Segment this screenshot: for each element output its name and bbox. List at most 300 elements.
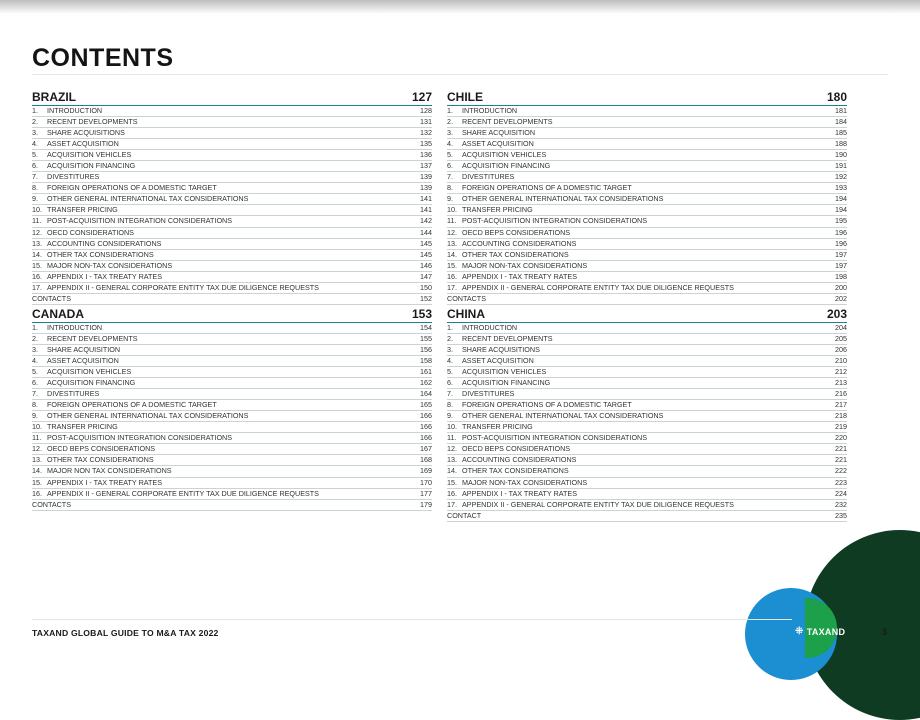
toc-entry-text: [32, 489, 319, 499]
toc-entry-text: [447, 411, 663, 421]
toc-entry-number: 5.: [447, 150, 453, 160]
toc-entry-number: 4.: [32, 356, 38, 365]
toc-entry-label: ACQUISITION FINANCING: [47, 378, 136, 388]
toc-entry-page: 164: [420, 389, 432, 399]
toc-entry-number: 11.: [32, 216, 42, 226]
toc-entry-page: 145: [420, 249, 432, 259]
toc-entry-text: [32, 194, 248, 204]
toc-entry-label: APPENDIX I - TAX TREATY RATES: [462, 488, 578, 498]
toc-entry-page: 142: [420, 216, 432, 226]
toc-entry-number: 2.: [32, 117, 38, 127]
toc-entry[interactable]: [447, 334, 847, 345]
toc-entry[interactable]: [32, 128, 432, 139]
toc-entry[interactable]: [32, 323, 432, 334]
toc-entry-text: [447, 433, 647, 443]
toc-entry-text: [447, 239, 576, 249]
toc-entry-number: 5.: [32, 150, 38, 160]
toc-entry-number: 14.: [32, 466, 42, 476]
toc-entry-number: 7.: [32, 389, 38, 399]
toc-entry-text: [32, 389, 99, 399]
toc-entry-label: ASSET ACQUISITION: [47, 356, 119, 365]
toc-entry[interactable]: [32, 367, 432, 378]
toc-entry[interactable]: [32, 205, 432, 216]
toc-entry-label: ACQUISITION VEHICLES: [47, 367, 132, 377]
toc-entry[interactable]: [447, 128, 847, 139]
toc-entry-number: 15.: [32, 260, 42, 270]
toc-entry[interactable]: [447, 139, 847, 150]
toc-entry-number: 6.: [32, 378, 38, 388]
toc-entry-page: 196: [835, 227, 847, 237]
toc-entry-text: [32, 345, 120, 355]
toc-entry[interactable]: [32, 489, 432, 500]
toc-entry[interactable]: [447, 194, 847, 205]
toc-entry[interactable]: [447, 511, 847, 522]
toc-entry-label: APPENDIX I - TAX TREATY RATES: [462, 271, 578, 281]
toc-entry[interactable]: [447, 489, 847, 500]
toc-entry-text: [447, 345, 540, 355]
toc-entry-page: 202: [835, 293, 847, 303]
toc-entry-page: 141: [420, 194, 432, 204]
toc-entry-label: ACCOUNTING CONSIDERATIONS: [462, 238, 577, 248]
toc-entry[interactable]: [32, 378, 432, 389]
toc-entry-page: 146: [420, 260, 432, 270]
toc-entry-label: OTHER TAX CONSIDERATIONS: [47, 455, 154, 465]
toc-entry[interactable]: [32, 239, 432, 250]
toc-entry-text: [32, 228, 134, 238]
toc-entry-text: [32, 183, 217, 193]
toc-entry-text: [447, 194, 663, 204]
toc-entry[interactable]: [447, 389, 847, 400]
toc-entry[interactable]: [32, 150, 432, 161]
toc-entry-page: 205: [835, 333, 847, 343]
toc-entry[interactable]: [447, 294, 847, 305]
toc-entry-text: [32, 128, 125, 138]
toc-entry[interactable]: [447, 117, 847, 128]
toc-entry-text: [32, 478, 162, 488]
toc-entry-label: CONTACT: [447, 510, 482, 520]
toc-entry-number: 12.: [32, 227, 42, 237]
toc-entry-label: RECENT DEVELOPMENTS: [47, 333, 138, 343]
toc-entry-page: 185: [835, 128, 847, 138]
taxand-logo-text: TAXAND: [806, 626, 846, 637]
toc-entry[interactable]: [447, 283, 847, 294]
toc-entry-label: FOREIGN OPERATIONS OF A DOMESTIC TARGET: [47, 400, 217, 410]
toc-entry[interactable]: [32, 422, 432, 433]
toc-entry-text: [32, 323, 102, 333]
toc-entry[interactable]: [32, 433, 432, 444]
toc-entry-number: 6.: [32, 161, 38, 171]
toc-entry-page: 195: [835, 216, 847, 226]
toc-entry-page: 168: [420, 455, 432, 465]
toc-entry-label: DIVESTITURES: [462, 172, 515, 182]
country-heading: [447, 307, 847, 323]
toc-entry[interactable]: [32, 478, 432, 489]
toc-entry[interactable]: [447, 161, 847, 172]
toc-entry-page: 141: [420, 205, 432, 215]
toc-entry-label: ACQUISITION VEHICLES: [462, 150, 547, 160]
toc-entry-label: TRANSFER PRICING: [47, 205, 118, 215]
toc-entry-number: 8.: [32, 183, 38, 193]
toc-entry[interactable]: [447, 216, 847, 227]
toc-entry-label: FOREIGN OPERATIONS OF A DOMESTIC TARGET: [47, 183, 217, 193]
toc-entry-page: 147: [420, 271, 432, 281]
toc-entry-text: [447, 261, 587, 271]
toc-entry-number: 4.: [447, 356, 453, 365]
toc-entry-number: 10.: [32, 205, 42, 215]
toc-entry-number: 5.: [32, 367, 38, 377]
toc-entry-page: 196: [835, 238, 847, 248]
toc-entry-text: [447, 367, 546, 377]
toc-entry-label: FOREIGN OPERATIONS OF A DOMESTIC TARGET: [462, 400, 632, 410]
toc-entry-number: 11.: [447, 433, 457, 443]
toc-entry-page: 190: [835, 150, 847, 160]
toc-entry[interactable]: [447, 323, 847, 334]
toc-entry-label: APPENDIX I - TAX TREATY RATES: [47, 271, 163, 281]
toc-entry-label: POST-ACQUISITION INTEGRATION CONSIDERATIONS: [462, 433, 648, 443]
toc-entry-page: 166: [420, 422, 432, 432]
toc-entry-page: 217: [835, 400, 847, 410]
toc-entry-number: 16.: [447, 271, 457, 281]
toc-entry-label: MAJOR NON-TAX CONSIDERATIONS: [462, 260, 588, 270]
toc-entry[interactable]: [32, 183, 432, 194]
toc-entry-label: FOREIGN OPERATIONS OF A DOMESTIC TARGET: [462, 183, 632, 193]
toc-entry[interactable]: [447, 183, 847, 194]
toc-entry-label: POST-ACQUISITION INTEGRATION CONSIDERATIONS: [47, 216, 233, 226]
toc-entry-number: 3.: [447, 128, 453, 138]
toc-entry-text: [447, 205, 533, 215]
toc-entry-label: CONTACTS: [32, 293, 71, 303]
toc-entry-number: 8.: [32, 400, 38, 410]
toc-entry-page: 161: [420, 367, 432, 377]
toc-entry-label: OTHER GENERAL INTERNATIONAL TAX CONSIDERATIONS: [462, 194, 664, 204]
country-name: CANADA: [32, 306, 84, 321]
toc-entry-label: OTHER GENERAL INTERNATIONAL TAX CONSIDERATIONS: [462, 411, 664, 421]
section-canada: [32, 307, 432, 511]
toc-entry-page: 223: [835, 477, 847, 487]
toc-entry-label: POST-ACQUISITION INTEGRATION CONSIDERATIONS: [462, 216, 648, 226]
toc-entry-text: [32, 422, 118, 432]
toc-entry[interactable]: [32, 444, 432, 455]
toc-entry-number: 6.: [447, 161, 453, 171]
toc-entry-label: DIVESTITURES: [47, 172, 100, 182]
toc-entry-text: [32, 444, 155, 454]
title-divider: [32, 74, 888, 75]
toc-entry-text: [447, 294, 486, 304]
toc-entry[interactable]: [32, 139, 432, 150]
toc-entry-page: 218: [835, 411, 847, 421]
toc-entry-number: 6.: [447, 378, 453, 388]
toc-entry-text: [447, 489, 577, 499]
toc-entry-number: 2.: [447, 333, 453, 343]
toc-entry-number: 3.: [447, 344, 453, 354]
toc-entry-text: [447, 478, 587, 488]
toc-entry-number: 1.: [447, 106, 453, 116]
toc-entry-page: 235: [835, 510, 847, 520]
toc-entry-label: OTHER GENERAL INTERNATIONAL TAX CONSIDERATIONS: [47, 194, 249, 204]
toc-entry[interactable]: [447, 239, 847, 250]
toc-entry-number: 13.: [447, 455, 457, 465]
toc-entry[interactable]: [32, 345, 432, 356]
toc-entry[interactable]: [32, 261, 432, 272]
toc-entry[interactable]: [447, 250, 847, 261]
toc-entry[interactable]: [32, 294, 432, 305]
section-china: [447, 307, 847, 522]
toc-entry-label: OECD BEPS CONSIDERATIONS: [462, 227, 571, 237]
toc-entry[interactable]: [447, 345, 847, 356]
toc-entry-page: 156: [420, 344, 432, 354]
footer-divider: [32, 619, 792, 620]
toc-entry-label: RECENT DEVELOPMENTS: [462, 333, 553, 343]
toc-entry-text: [32, 283, 319, 293]
contents-column-right: [447, 90, 847, 522]
toc-entry-page: 212: [835, 367, 847, 377]
toc-entry-text: [447, 272, 577, 282]
toc-entry-number: 10.: [447, 205, 457, 215]
toc-entry-text: [32, 356, 119, 366]
toc-entry[interactable]: [32, 356, 432, 367]
toc-entry[interactable]: [447, 400, 847, 411]
toc-entry-page: 144: [420, 227, 432, 237]
toc-entry-text: [447, 511, 481, 521]
toc-entry-page: 139: [420, 172, 432, 182]
toc-entry[interactable]: [32, 228, 432, 239]
toc-entry[interactable]: [32, 400, 432, 411]
toc-entry[interactable]: [447, 478, 847, 489]
toc-entry[interactable]: [32, 411, 432, 422]
toc-entry-page: 135: [420, 139, 432, 149]
toc-entry-page: 169: [420, 466, 432, 476]
toc-entry-number: 7.: [32, 172, 38, 182]
toc-entry[interactable]: [32, 250, 432, 261]
toc-entry-page: 170: [420, 477, 432, 487]
toc-entry-number: 17.: [32, 282, 42, 292]
toc-entry-page: 158: [420, 356, 432, 365]
toc-entry-page: 221: [835, 455, 847, 465]
toc-entry-label: OTHER TAX CONSIDERATIONS: [462, 466, 569, 476]
country-name: CHILE: [447, 90, 483, 104]
toc-entry[interactable]: [447, 272, 847, 283]
toc-entry-label: DIVESTITURES: [462, 389, 515, 399]
toc-entry-text: [447, 455, 576, 465]
toc-entry-label: APPENDIX II - GENERAL CORPORATE ENTITY TAX DUE DILIGENCE REQUESTS: [462, 499, 734, 509]
toc-entry[interactable]: [447, 444, 847, 455]
toc-entry-page: 216: [835, 389, 847, 399]
toc-entry[interactable]: [447, 228, 847, 239]
toc-entry[interactable]: [32, 117, 432, 128]
toc-entry-text: [32, 117, 138, 127]
toc-entry-text: [447, 106, 517, 116]
toc-entry-label: OECD BEPS CONSIDERATIONS: [47, 444, 156, 454]
toc-entry-label: ACQUISITION VEHICLES: [47, 150, 132, 160]
toc-entry-text: [447, 150, 546, 160]
toc-entry[interactable]: [447, 466, 847, 477]
toc-entry-number: 2.: [32, 333, 38, 343]
toc-entry[interactable]: [447, 261, 847, 272]
toc-entry-number: 7.: [447, 389, 453, 399]
toc-entry[interactable]: [32, 194, 432, 205]
toc-entry[interactable]: [447, 455, 847, 466]
toc-entry-text: [32, 250, 154, 260]
toc-entry-page: 188: [835, 139, 847, 149]
toc-entry-label: DIVESTITURES: [47, 389, 100, 399]
toc-entry-label: ASSET ACQUISITION: [462, 356, 534, 365]
country-heading: [32, 307, 432, 323]
toc-entry-label: CONTACTS: [447, 293, 486, 303]
country-page: 127: [411, 90, 432, 104]
toc-entry-text: [447, 283, 734, 293]
toc-entry-page: 193: [835, 183, 847, 193]
toc-entry-number: 11.: [32, 433, 42, 443]
toc-entry-text: [32, 261, 172, 271]
toc-entry[interactable]: [447, 378, 847, 389]
toc-entry-text: [447, 216, 647, 226]
toc-entry-page: 184: [835, 117, 847, 127]
toc-entry[interactable]: [447, 106, 847, 117]
page-number: 3: [882, 627, 888, 637]
toc-entry-text: [447, 117, 553, 127]
toc-entry[interactable]: [32, 283, 432, 294]
toc-entry-number: 3.: [32, 128, 38, 138]
section-brazil: [32, 90, 432, 305]
toc-entry-number: 14.: [447, 249, 457, 259]
toc-entry-page: 139: [420, 183, 432, 193]
toc-entry-number: 9.: [447, 194, 453, 204]
toc-entry[interactable]: [32, 106, 432, 117]
toc-entry-page: 179: [420, 499, 432, 509]
toc-entry[interactable]: [32, 172, 432, 183]
toc-entry-text: [447, 400, 632, 410]
toc-entry-number: 3.: [32, 344, 38, 354]
toc-entry[interactable]: [32, 334, 432, 345]
toc-entry-page: 181: [835, 106, 847, 116]
toc-entry-number: 10.: [447, 422, 457, 432]
toc-entry-text: [32, 433, 232, 443]
toc-entry-number: 9.: [32, 194, 38, 204]
toc-entry[interactable]: [32, 466, 432, 477]
toc-entry-number: 5.: [447, 367, 453, 377]
toc-entry[interactable]: [447, 411, 847, 422]
toc-entry-page: 154: [420, 322, 432, 332]
toc-entry-page: 162: [420, 378, 432, 388]
toc-entry-label: APPENDIX I - TAX TREATY RATES: [47, 477, 163, 487]
toc-entry-page: 204: [835, 322, 847, 332]
toc-entry-number: 11.: [447, 216, 457, 226]
toc-entry-page: 166: [420, 411, 432, 421]
country-page: 180: [826, 90, 847, 104]
toc-entry[interactable]: [32, 161, 432, 172]
toc-entry[interactable]: [447, 500, 847, 511]
toc-entry-page: 136: [420, 150, 432, 160]
toc-entry-number: 14.: [32, 249, 42, 259]
toc-entry-number: 13.: [32, 455, 42, 465]
toc-entry-number: 7.: [447, 172, 453, 182]
toc-entry-text: [447, 172, 514, 182]
toc-entry-text: [447, 422, 533, 432]
toc-entry-number: 17.: [447, 282, 457, 292]
toc-entry-label: INTRODUCTION: [462, 106, 518, 116]
toc-entry-label: ACCOUNTING CONSIDERATIONS: [462, 455, 577, 465]
toc-entry-number: 10.: [32, 422, 42, 432]
toc-entry-label: APPENDIX II - GENERAL CORPORATE ENTITY TAX DUE DILIGENCE REQUESTS: [47, 488, 319, 498]
toc-entry[interactable]: [447, 150, 847, 161]
toc-entry[interactable]: [32, 455, 432, 466]
toc-entry-label: SHARE ACQUISITIONS: [462, 344, 540, 354]
toc-entry-text: [32, 161, 135, 171]
toc-entry-text: [32, 334, 138, 344]
toc-entry-number: 1.: [32, 106, 38, 116]
toc-entry-page: 197: [835, 260, 847, 270]
toc-entry-text: [32, 272, 162, 282]
toc-entry-label: OTHER TAX CONSIDERATIONS: [462, 249, 569, 259]
toc-entry-number: 9.: [447, 411, 453, 421]
toc-entry-label: OTHER GENERAL INTERNATIONAL TAX CONSIDERATIONS: [47, 411, 249, 421]
toc-entry-label: ASSET ACQUISITION: [462, 139, 534, 149]
section-chile: [447, 90, 847, 305]
toc-entry-number: 16.: [447, 488, 457, 498]
toc-entry-page: 155: [420, 333, 432, 343]
toc-entry-number: 12.: [447, 227, 457, 237]
toc-entry-number: 13.: [32, 238, 42, 248]
toc-entry[interactable]: [32, 389, 432, 400]
toc-entry-label: OECD BEPS CONSIDERATIONS: [462, 444, 571, 454]
toc-entry[interactable]: [447, 433, 847, 444]
toc-entry[interactable]: [447, 205, 847, 216]
toc-entry-text: [447, 389, 514, 399]
toc-entry-page: 132: [420, 128, 432, 138]
toc-entry-text: [447, 250, 569, 260]
top-shadow: [0, 0, 920, 14]
toc-entry[interactable]: [32, 216, 432, 227]
toc-entry-number: 14.: [447, 466, 457, 476]
toc-entry-page: 197: [835, 249, 847, 259]
toc-entry-page: 210: [835, 356, 847, 365]
contents-column-left: [32, 90, 432, 511]
toc-entry-text: [32, 411, 248, 421]
toc-entry-label: SHARE ACQUISITION: [47, 344, 121, 354]
toc-entry-text: [447, 161, 550, 171]
toc-entry-page: 232: [835, 499, 847, 509]
toc-entry[interactable]: [32, 272, 432, 283]
toc-entry-number: 12.: [447, 444, 457, 454]
toc-entry[interactable]: [32, 500, 432, 511]
toc-entry-page: 137: [420, 161, 432, 171]
toc-entry[interactable]: [447, 356, 847, 367]
toc-entry-number: 15.: [32, 477, 42, 487]
toc-entry-text: [32, 106, 102, 116]
toc-entry[interactable]: [447, 422, 847, 433]
taxand-mark-icon: ⁜: [795, 626, 804, 637]
toc-entry[interactable]: [447, 172, 847, 183]
toc-entry-text: [447, 466, 569, 476]
toc-entry-text: [32, 367, 131, 377]
toc-entry-page: 177: [420, 488, 432, 498]
toc-entry-number: 1.: [447, 322, 453, 332]
country-page: 203: [826, 306, 847, 321]
toc-entry-label: INTRODUCTION: [47, 106, 103, 116]
toc-entry-label: TRANSFER PRICING: [462, 422, 533, 432]
toc-entry-text: [32, 400, 217, 410]
toc-entry-text: [32, 500, 71, 510]
toc-entry[interactable]: [447, 367, 847, 378]
toc-entry-text: [32, 172, 99, 182]
toc-entry-text: [447, 323, 517, 333]
toc-entry-number: 9.: [32, 411, 38, 421]
toc-entry-text: [32, 205, 118, 215]
toc-entry-text: [447, 334, 553, 344]
toc-entry-text: [32, 216, 232, 226]
toc-entry-page: 220: [835, 433, 847, 443]
toc-entry-label: CONTACTS: [32, 499, 71, 509]
